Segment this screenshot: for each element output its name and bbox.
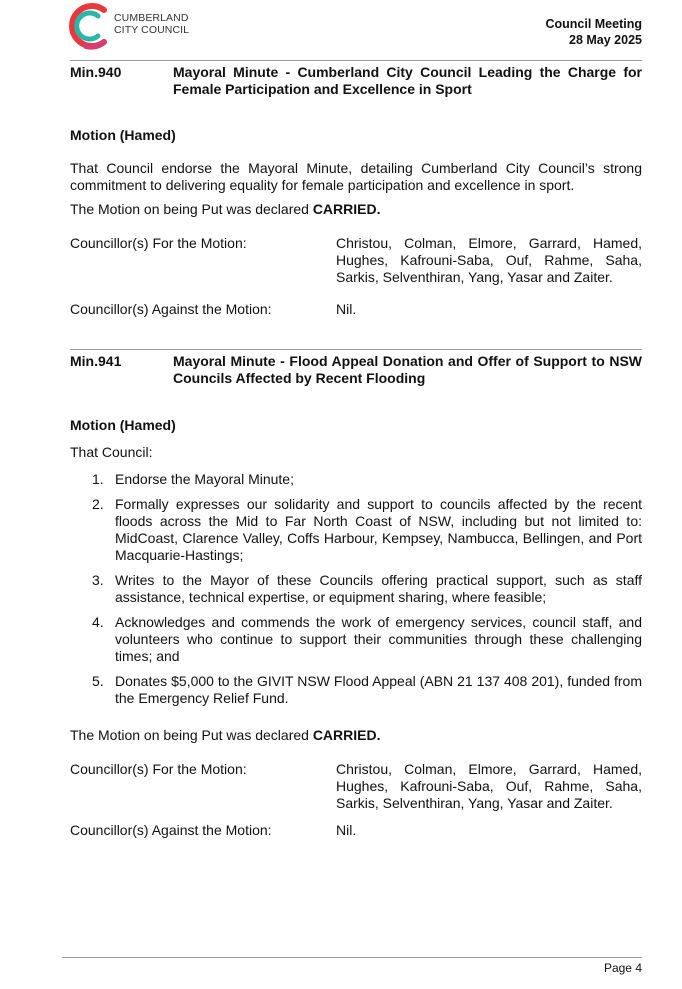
meeting-header: [545, 17, 642, 48]
minute-number: Min.940: [70, 64, 122, 80]
list-item: [70, 572, 642, 606]
logo-line-1: CUMBERLAND: [114, 12, 189, 24]
votes-against-label: Councillor(s) Against the Motion:: [70, 822, 272, 838]
list-item: [70, 471, 642, 488]
page-number: Page 4: [603, 961, 642, 975]
minute-heading: [70, 349, 642, 387]
footer-divider: [62, 957, 642, 958]
votes-for-names: Christou, Colman, Elmore, Garrard, Hamed, Hughes, Kafrouni-Saba, Ouf, Rahme, Saha, Sarkis, Selventhiran, Yang, Yasar and Zaiter.: [336, 761, 642, 811]
motion-text: That Council endorse the Mayoral Minute, detailing Cumberland City Council’s strong commitment to delivering equality for female participation and excellence in sport.: [70, 160, 642, 193]
list-item: [70, 673, 642, 707]
item-number: 4.: [92, 614, 104, 630]
council-logo-icon: [64, 0, 112, 52]
motion-result: [70, 201, 642, 218]
item-number: 3.: [92, 572, 104, 588]
result-prefix: The Motion on being Put was declared: [70, 201, 313, 217]
motion-heading: Motion (Hamed): [70, 417, 176, 433]
votes-against-label: Councillor(s) Against the Motion:: [70, 301, 272, 317]
item-text: Acknowledges and commends the work of emergency services, council staff, and volunteers who continue to support their communities through these challenging times; and: [115, 614, 642, 664]
votes-for-label: Councillor(s) For the Motion:: [70, 761, 247, 777]
meeting-name: Council Meeting: [545, 17, 642, 31]
list-item: [70, 614, 642, 665]
list-item: [70, 496, 642, 564]
item-number: 1.: [92, 471, 104, 487]
item-number: 5.: [92, 673, 104, 689]
minute-number: Min.941: [70, 353, 122, 369]
motion-heading: Motion (Hamed): [70, 127, 176, 143]
votes-for-names: Christou, Colman, Elmore, Garrard, Hamed, Hughes, Kafrouni-Saba, Ouf, Rahme, Saha, Sarkis, Selventhiran, Yang, Yasar and Zaiter.: [336, 235, 642, 285]
minute-heading: [70, 60, 642, 98]
item-text: Writes to the Mayor of these Councils offering practical support, such as staff assistance, technical expertise, or equipment sharing, where feasible;: [115, 572, 642, 605]
result-prefix: The Motion on being Put was declared: [70, 727, 313, 743]
motion-intro: That Council:: [70, 444, 153, 460]
meeting-date: 28 May 2025: [569, 32, 642, 47]
votes-against-names: Nil.: [336, 822, 357, 838]
result-status: CARRIED.: [312, 727, 381, 743]
minute-title: Mayoral Minute - Cumberland City Council Leading the Charge for Female Participation and Excellence in Sport: [173, 64, 642, 97]
council-logo: [64, 0, 214, 52]
result-status: CARRIED.: [312, 201, 381, 217]
item-text: Formally expresses our solidarity and support to councils affected by the recent floods across the Mid to Far North Coast of NSW, including but not limited to: MidCoast, Clarence Valley, Coffs Harbour, Kempsey, Nambucca, Bellingen, and Port Macquarie-Hastings;: [115, 496, 642, 563]
votes-against-names: Nil.: [336, 301, 357, 317]
item-number: 2.: [92, 496, 104, 512]
motion-items-list: [70, 471, 642, 715]
logo-wordmark: [114, 13, 189, 36]
motion-result: [70, 727, 642, 744]
item-text: Donates $5,000 to the GIVIT NSW Flood Appeal (ABN 21 137 408 201), funded from the Emergency Relief Fund.: [115, 673, 642, 706]
minute-title: Mayoral Minute - Flood Appeal Donation and Offer of Support to NSW Councils Affected by Recent Flooding: [173, 353, 642, 386]
votes-for-label: Councillor(s) For the Motion:: [70, 235, 247, 251]
item-text: Endorse the Mayoral Minute;: [115, 471, 294, 487]
logo-line-2: CITY COUNCIL: [114, 23, 190, 36]
